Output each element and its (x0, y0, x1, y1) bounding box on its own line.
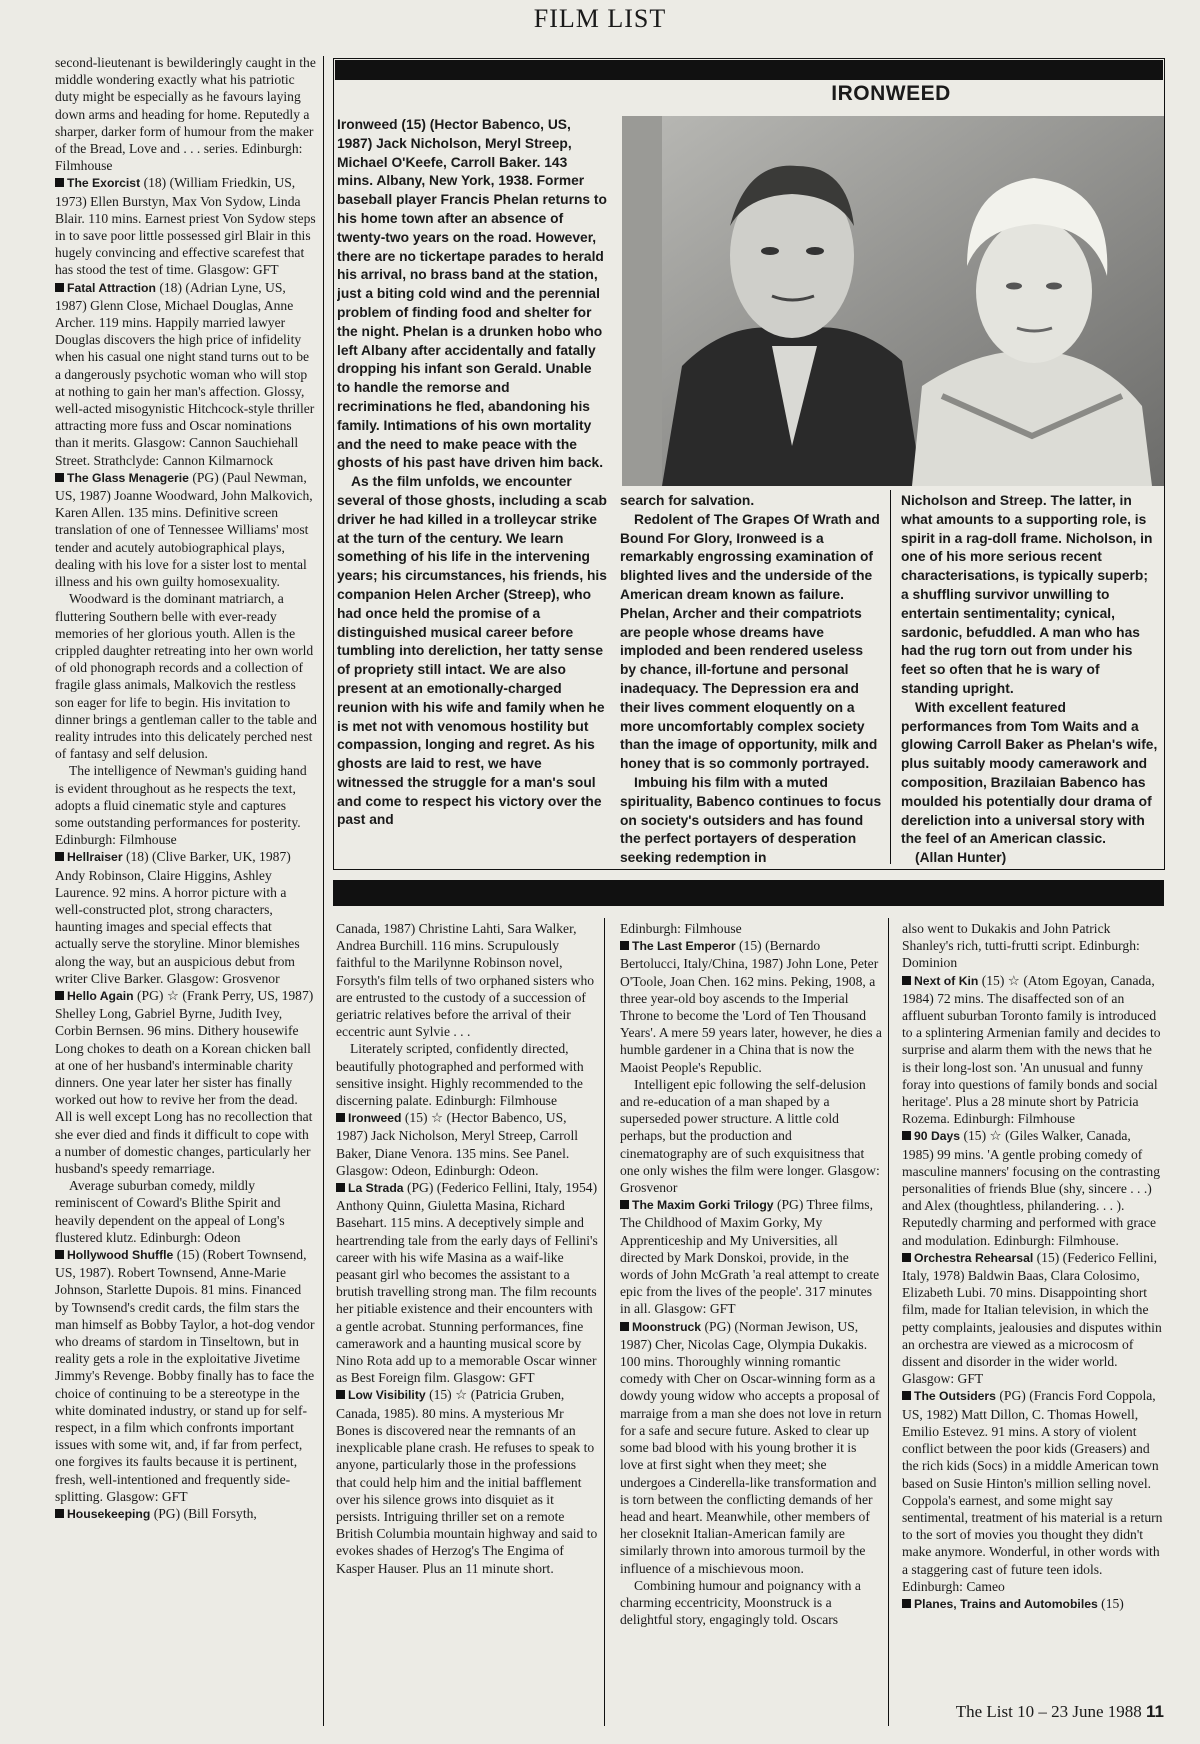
film-description: (PG) (Federico Fellini, Italy, 1954) Anthony Quinn, Giuletta Masina, Richard Basehart. 115 mins. A deceptively simple and heartrending tale from the early days of Fellini's career with his wife Masina as a waif-like peasant girl who becomes the assistant to a brutish travelling strong man. The film recounts her pitiable existence and their encounters with a gentle acrobat. Stunning performances, fine camerawork and a haunting musical score by Nino Rota add up to a memorable Oscar winner as Best Foreign film. Glasgow: GFT (336, 1180, 598, 1386)
listing-text (620, 1577, 882, 1629)
film-title: The Maxim Gorki Trilogy (632, 1198, 774, 1213)
review-paragraph: Nicholson and Streep. The latter, in what amounts to a supporting role, is spirit in a rag-doll frame. Nicholson, in one of his more serious recent characterisations, is typically superb; a shuffling survivor unwilling to entertain sentimentality; cynical, sardonic, befuddled. A man who has had the rug torn out from under his feet so often that he is wary of standing upright. (901, 493, 1153, 696)
film-description: (PG) (Paul Newman, US, 1987) Joanne Woodward, John Malkovich, Karen Allen. 135 mins. Definitive screen translation of one of Tennessee Williams' most tender and acutely autobiographical plays, dealing with his love for a sister lost to mental illness and his own guilty homosexuality. (55, 469, 313, 590)
review-paragraph: search for salvation. (620, 493, 755, 508)
film-listing (55, 279, 317, 469)
film-listing (902, 1595, 1164, 1613)
film-description: (15) (Federico Fellini, Italy, 1978) Baldwin Baas, Clara Colosimo, Elizabeth Lubi. 70 mins. Disappointing short film, made for Italian television, in which the petty complaints, jealousies and disputes within an orchestra are viewed as a microcosm of dissent and disorder in the wider world. Glasgow: GFT (902, 1249, 1162, 1387)
film-still-photo (622, 116, 1164, 486)
film-description: (18) (Adrian Lyne, US, 1987) Glenn Close, Michael Douglas, Anne Archer. 119 mins. Happily married lawyer Douglas discovers the high price of infidelity when his casual one night stand turns out to be a dangerously psychotic woman who will stop at nothing to gain her man's affection. Glossy, well-acted misogynistic Hitchcock-style thriller attracting more fuss and Oscar nominations than it merits. Glasgow: Cannon Sauchiehall Street. Strathclyde: Cannon Kilmarnock (55, 279, 315, 468)
film-description: (15) ☆ (Patricia Gruben, Canada, 1985). 80 mins. A mysterious Mr Bones is discovered near the remnants of an inexplicable plane crash. He refuses to speak to anyone, particularly those in the professions that could help him and the initial bafflement over his silence grows into disquiet as it persists. Intriguing thriller set on a remote British Columbia mountain highway and said to evokes shades of Herzog's The Engima of Kasper Hauser. Plus an 11 minute short. (336, 1387, 598, 1576)
film-title: Hellraiser (67, 850, 123, 865)
page-header: FILM LIST (533, 4, 667, 33)
film-description: (15) ☆ (Hector Babenco, US, 1987) Jack Nicholson, Meryl Streep, Carroll Baker, Diane Venora. 135 mins. See Panel. Glasgow: Odeon, Edinburgh: Odeon. (336, 1110, 578, 1178)
review-paragraph: (Allan Hunter) (915, 850, 1007, 866)
film-title: Next of Kin (914, 973, 979, 988)
film-description: The intelligence of Newman's guiding hand is evident throughout as he respects the text, adopts a fluid cinematic style and captures some outstanding performances for posterity. Edinburgh: Filmhouse (55, 763, 307, 848)
issue-date: The List 10 – 23 June 1988 (955, 1702, 1142, 1721)
review-paragraph: Ironweed (15) (Hector Babenco, US, 1987) Jack Nicholson, Meryl Streep, Michael O'Keefe, Carroll Baker. 143 mins. Albany, New York, 1938. Former baseball player Francis Phelan returns to his home town after an absence of twenty-two years on the road. However, there are no tickertape parades to herald his arrival, no brass band at the station, just a biting cold wind and the perennial problem of finding food and shelter for the night. Phelan is a drunken hobo who left Albany after accidentally and fatally dropping his infant son Gerald. Unable to handle the remorse and recriminations he fled, abandoning his family. Intimations of his own mortality and the need to make peace with the ghosts of his past have driven him back. (337, 117, 607, 471)
listing-text (620, 920, 882, 937)
film-title: The Glass Menagerie (67, 470, 189, 485)
bullet-square-icon (55, 473, 64, 482)
listings-column-1 (55, 54, 317, 1734)
film-description: also went to Dukakis and John Patrick Shanley's rich, tutti-frutti script. Edinburgh: Dominion (902, 921, 1140, 971)
listings-column-4 (902, 920, 1164, 1720)
film-title: La Strada (348, 1181, 404, 1196)
film-title: The Last Emperor (632, 939, 736, 954)
bullet-square-icon (55, 1509, 64, 1518)
panel-bottom-bar (333, 880, 1164, 906)
film-listing (55, 987, 317, 1177)
film-description: second-lieutenant is bewilderingly caught in the middle wondering exactly what his patriotic duty might be especially as he favours laying down arms and heading for home. Reputedly a sharper, darker form of humour from the maker of the Bread, Love and . . . series. Edinburgh: Filmhouse (55, 55, 316, 174)
film-listing (336, 1109, 598, 1179)
bullet-square-icon (620, 1200, 629, 1209)
bullet-square-icon (620, 1322, 629, 1331)
film-title: Hollywood Shuffle (67, 1248, 174, 1263)
bullet-square-icon (902, 1391, 911, 1400)
bullet-square-icon (902, 976, 911, 985)
panel-title: IRONWEED (831, 82, 951, 105)
film-listing (902, 1249, 1164, 1388)
film-title: The Outsiders (914, 1389, 996, 1404)
panel-column-divider (890, 490, 891, 864)
listing-text (55, 54, 317, 174)
bullet-square-icon (620, 941, 629, 950)
bullet-square-icon (902, 1253, 911, 1262)
column-divider (888, 918, 889, 1726)
listing-text (902, 920, 1164, 972)
review-paragraph: Redolent of The Grapes Of Wrath and Bound For Glory, Ironweed is a remarkably engrossing examination of blighted lives and the underside of the American dream known as failure. Phelan, Archer and their compatriots are people whose dreams have imploded and been rendered useless by chance, ill-fortune and personal inadequacy. The Depression era and their lives comment eloquently on a more uncomfortably complex society than the image of opportunity, milk and honey that is so commonly portrayed. (620, 511, 880, 772)
panel-top-bar (335, 60, 1163, 80)
panel-column-3 (901, 492, 1159, 866)
film-title: Orchestra Rehearsal (914, 1250, 1034, 1265)
film-listing (902, 1127, 1164, 1248)
bullet-square-icon (55, 178, 64, 187)
column-divider (604, 918, 605, 1726)
listings-column-2 (336, 920, 598, 1720)
bullet-square-icon (55, 1250, 64, 1259)
film-title: Moonstruck (632, 1319, 702, 1334)
film-description: (PG) (Francis Ford Coppola, US, 1982) Matt Dillon, C. Thomas Howell, Emilio Estevez. 91 mins. A story of violent conflict between the poor kids (Greasers) and the rich kids (Socs) in a middle American town based on Susie Hinton's million selling novel. Coppola's earnest, and some might say sentimental, treatment of his material is a return to the sort of movies you thought they didn't make anymore. Wonderful, in other words with a staggering cast of future teen idols. Edinburgh: Cameo (902, 1388, 1163, 1594)
page-number: 11 (1146, 1702, 1164, 1721)
film-description: (15) (Bernardo Bertolucci, Italy/China, 1987) John Lone, Peter O'Toole, Joan Chen. 162 mins. Peking, 1908, a three year-old boy ascends to the Imperial Throne to become the 'Lord of Ten Thousand Years'. A mere 59 years later, however, he dies a humble gardener in a China that is now the Maoist People's Republic. (620, 938, 882, 1075)
film-description: (15) (Robert Townsend, US, 1987). Robert Townsend, Anne-Marie Johnson, Starlette Dupois. 81 mins. Financed by Townsend's credit cards, the film stars the man himself as Bobby Taylor, a hot-dog vendor who dreams of stardom in Tinseltown, but in reality gets a role in the exploitative Jivetime Jimmy's Revenge. Bobby finally has to face the choice of continuing to be a stereotype in the white dominated industry, or stand up for self-respect, in a film which confronts important issues with some wit, and, if far from perfect, one forgives its faults because it is pertinent, fresh, well-intentioned and frequently side-splitting. Glasgow: GFT (55, 1247, 315, 1504)
film-description: Average suburban comedy, mildly reminiscent of Coward's Blithe Spirit and heavily dependent on the appeal of Long's flustered klutz. Edinburgh: Odeon (55, 1178, 285, 1245)
review-paragraph: With excellent featured performances from Tom Waits and a glowing Carroll Baker as Phelan's wife, plus suitably moody camerawork and composition, Brazilaian Babenco has moulded his potentially dour drama of dereliction into a universal story with the feel of an American classic. (901, 699, 1158, 847)
film-description: Intelligent epic following the self-delusion and re-education of a man shaped by a superseded power structure. A little cold perhaps, but the production and cinematography are of such exquisitness that one only wishes the film were longer. Glasgow: Grosvenor (620, 1076, 880, 1196)
film-description: Combining humour and poignancy with a charming eccentricity, Moonstruck is a delightful story, engagingly told. Oscars (620, 1577, 861, 1628)
film-listing (55, 469, 317, 590)
film-title: Low Visibility (348, 1388, 426, 1403)
film-description: (18) (Clive Barker, UK, 1987) Andy Robinson, Claire Higgins, Ashley Laurence. 92 mins. A horror picture with a well-constructed plot, strong characters, haunting images and special effects that actually serve the storyline. Minor blemishes along the way, but an auspicious debut from writer Clive Barker. Glasgow: Grosvenor (55, 849, 300, 986)
panel-column-1 (337, 116, 607, 866)
film-listing (336, 1179, 598, 1386)
listing-text (336, 920, 598, 1040)
film-description: (15) ☆ (Giles Walker, Canada, 1985) 99 mins. 'A gentle probing comedy of masculine manners' focusing on the contrasting personalities of friends Blue (shy, sincere . . .) and Alex (thoughtless, philandering. . . ). Reputedly charming and performed with grace and modulation. Edinburgh: Filmhouse. (902, 1128, 1161, 1248)
listings-column-3 (620, 920, 882, 1720)
film-title: Housekeeping (67, 1507, 151, 1522)
film-title: The Exorcist (67, 176, 141, 191)
review-paragraph: Imbuing his film with a muted spirituality, Babenco continues to focus on society's outsiders and has found the perfect portayers of desperation seeking redemption in (620, 774, 882, 866)
film-listing (55, 848, 317, 987)
bullet-square-icon (55, 991, 64, 1000)
bullet-square-icon (336, 1183, 345, 1192)
film-description: Literately scripted, confidently directed, beautifully photographed and performed with sensitive insight. Highly recommended to the discerning palate. Edinburgh: Filmhouse (336, 1041, 584, 1109)
film-listing (902, 972, 1164, 1128)
film-description: Canada, 1987) Christine Lahti, Sara Walker, Andrea Burchill. 116 mins. Scrupulously faithful to the Marilynne Robinson novel, Forsyth's film tells of two orphaned sisters who are entrusted to the custody of a succession of geriatric relatives before the arrival of their eccentric aunt Sylvie . . . (336, 921, 595, 1040)
listing-text (620, 1076, 882, 1196)
film-description: (PG) (Bill Forsyth, (153, 1506, 257, 1522)
bullet-square-icon (55, 283, 64, 292)
film-title: Hello Again (67, 988, 134, 1003)
page-footer (956, 1702, 1164, 1722)
film-listing (55, 1505, 317, 1523)
film-listing (902, 1387, 1164, 1594)
film-listing (55, 1246, 317, 1505)
film-listing (620, 937, 882, 1076)
bullet-square-icon (902, 1131, 911, 1140)
nicholson-streep-photo-icon (622, 116, 1164, 486)
film-title: Ironweed (348, 1111, 402, 1126)
review-paragraph: As the film unfolds, we encounter several of those ghosts, including a scab driver he had killed in a trolleycar strike at the turn of the century. We learn something of his life in the intervening years; his circumstances, his friends, his companion Helen Archer (Streep), who had once held the promise of a distinguished musical career before tumbling into dereliction, her tatty sense of propriety still intact. We are also present at an emotionally-charged reunion with his wife and family when he is met not with venomous hostility but compassion, longing and regret. As his ghosts are laid to rest, we have witnessed the struggle for a man's soul and come to respect his victory over the past and (337, 474, 607, 828)
film-description: (PG) (Norman Jewison, US, 1987) Cher, Nicolas Cage, Olympia Dukakis. 100 mins. Thoroughly winning romantic comedy with Cher on Oscar-winning form as a dowdy young widow who accepts a proposal of marraige from a man she does not love in return for a safe and secure future. Asked to clear up some bad blood with his young brother it is love at first sight when they meet; she undergoes a Cinderella-like transformation and is torn between the conflicting demands of her head and heart. Meanwhile, other members of her closeknit Italian-American family are similarly thrown into amorous turmoil by the influence of a mischievous moon. (620, 1318, 882, 1576)
film-title: Planes, Trains and Automobiles (914, 1596, 1098, 1611)
film-description: (18) (William Friedkin, US, 1973) Ellen Burstyn, Max Von Sydow, Linda Blair. 110 mins. Earnest priest Von Sydow steps in to save poor little possessed girl Blair in this hugely convincing and effective scarefest that has stood the test of time. Glasgow: GFT (55, 175, 316, 278)
film-description: Edinburgh: Filmhouse (620, 921, 742, 936)
film-listing (620, 1318, 882, 1577)
film-title: Fatal Attraction (67, 280, 156, 295)
listing-text (55, 762, 317, 848)
listing-text (55, 590, 317, 762)
bullet-square-icon (336, 1113, 345, 1122)
film-description: (15) ☆ (Atom Egoyan, Canada, 1984) 72 mins. The disaffected son of an affluent suburban Toronto family is introduced to a splintering Armenian family and decides to surprise and alarm them with the news that he is their long-lost son. 'An unusual and funny foray into questions of family bonds and social heritage'. Plus a 28 minute short by Patricia Rozema. Edinburgh: Filmhouse (902, 972, 1161, 1127)
film-description: Woodward is the dominant matriarch, a fluttering Southern belle with ever-ready memories of her glorious youth. Allen is the crippled daughter retreating into her own world of old phonograph records and a collection of fragile glass animals, Malkovich the restless son eager for life to begin. His invitation to dinner brings a gentleman caller to the table and reality intrudes into this delicately perched nest of fantasy and self delusion. (55, 591, 317, 762)
bullet-square-icon (902, 1599, 911, 1608)
film-listing (55, 174, 317, 278)
film-listing (620, 1196, 882, 1317)
film-description: (PG) ☆ (Frank Perry, US, 1987) Shelley Long, Gabriel Byrne, Judith Ivey, Corbin Bernsen. 96 mins. Dithery housewife Long chokes to death on a Korean chicken ball at one of her husband's interminable charity dinners. One year later her sister has finally worked out how to revive her from the dead. All is well except Long has no recollection that she ever died and finds it difficult to cope with a number of domestic changes, particularly her husband's speedy remarriage. (55, 987, 314, 1176)
bullet-square-icon (336, 1390, 345, 1399)
film-description: (15) (1101, 1595, 1124, 1611)
listing-text (55, 1177, 317, 1246)
film-title: 90 Days (914, 1129, 961, 1144)
film-listing (336, 1386, 598, 1576)
panel-column-2 (620, 492, 882, 866)
column-divider (323, 56, 324, 1726)
bullet-square-icon (55, 852, 64, 861)
listing-text (336, 1040, 598, 1109)
film-description: (PG) Three films, The Childhood of Maxim Gorky, My Apprenticeship and My Universities, all directed by Mark Donskoi, provide, in the words of John McGrath 'a real attempt to create epic from the lives of the people'. 317 minutes in all. Glasgow: GFT (620, 1197, 880, 1317)
